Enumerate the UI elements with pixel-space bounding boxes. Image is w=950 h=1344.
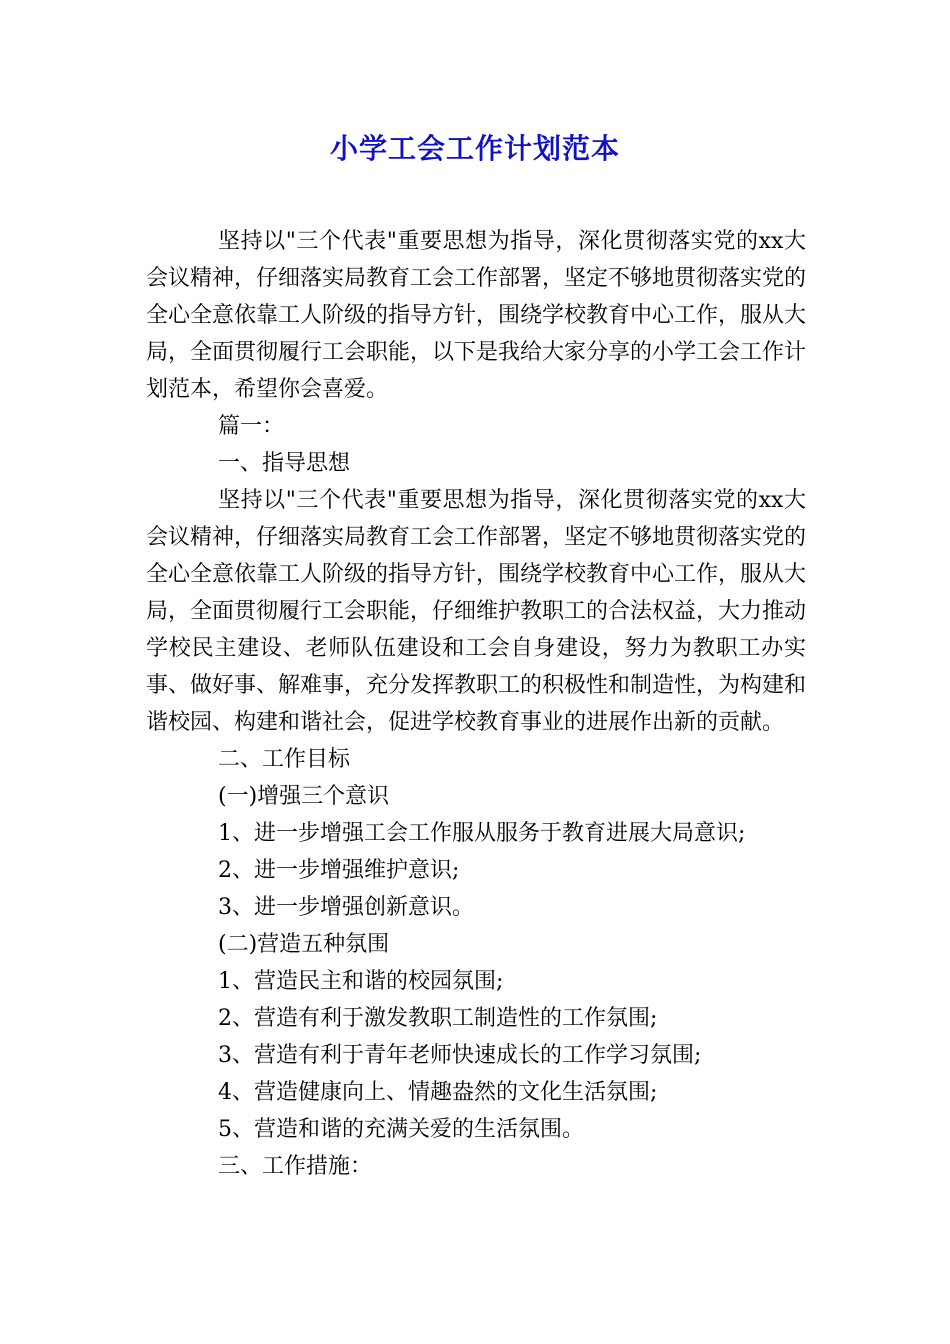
intro-paragraph: 坚持以"三个代表"重要思想为指导，深化贯彻落实党的xx大会议精神，仔细落实局教育工会工作部署，坚定不够地贯彻落实党的全心全意依靠工人阶级的指导方针，围绕学校教育中心工作，服从大局，全面贯彻履行工会职能，以下是我给大家分享的小学工会工作计划范本，希望你会喜爱。 xyxy=(146,229,807,402)
list-item: 1、营造民主和谐的校园氛围; xyxy=(218,969,504,994)
subsection-heading-five-atmospheres: (二)营造五种氛围 xyxy=(218,932,390,957)
list-item: 4、营造健康向上、情趣盎然的文化生活氛围; xyxy=(218,1080,658,1105)
guiding-thought-paragraph: 坚持以"三个代表"重要思想为指导，深化贯彻落实党的xx大会议精神，仔细落实局教育工会工作部署，坚定不够地贯彻落实党的全心全意依靠工人阶级的指导方针，围绕学校教育中心工作，服从大局，全面贯彻履行工会职能，仔细维护教职工的合法权益，大力推动学校民主建设、老师队伍建设和工会自身建设，努力为教职工办实事、做好事、解难事，充分发挥教职工的积极性和制造性，为构建和谐校园、构建和谐社会，促进学校教育事业的进展作出新的贡献。 xyxy=(146,488,807,735)
list-item: 5、营造和谐的充满关爱的生活氛围。 xyxy=(218,1117,584,1142)
list-item: 1、进一步增强工会工作服从服务于教育进展大局意识; xyxy=(218,821,746,846)
list-item: 2、进一步增强维护意识; xyxy=(218,858,460,883)
list-item: 2、营造有利于激发教职工制造性的工作氛围; xyxy=(218,1006,658,1031)
subsection-heading-three-awareness: (一)增强三个意识 xyxy=(218,784,390,809)
chapter-label: 篇一： xyxy=(218,414,285,439)
section-heading-work-measures: 三、工作措施： xyxy=(218,1154,373,1179)
section-heading-work-goals: 二、工作目标 xyxy=(218,747,351,772)
section-heading-guiding-thought: 一、指导思想 xyxy=(218,451,351,476)
list-item: 3、营造有利于青年老师快速成长的工作学习氛围; xyxy=(218,1043,702,1068)
document-title: 小学工会工作计划范本 xyxy=(329,132,620,165)
list-item: 3、进一步增强创新意识。 xyxy=(218,895,474,920)
document-body xyxy=(146,223,806,1185)
